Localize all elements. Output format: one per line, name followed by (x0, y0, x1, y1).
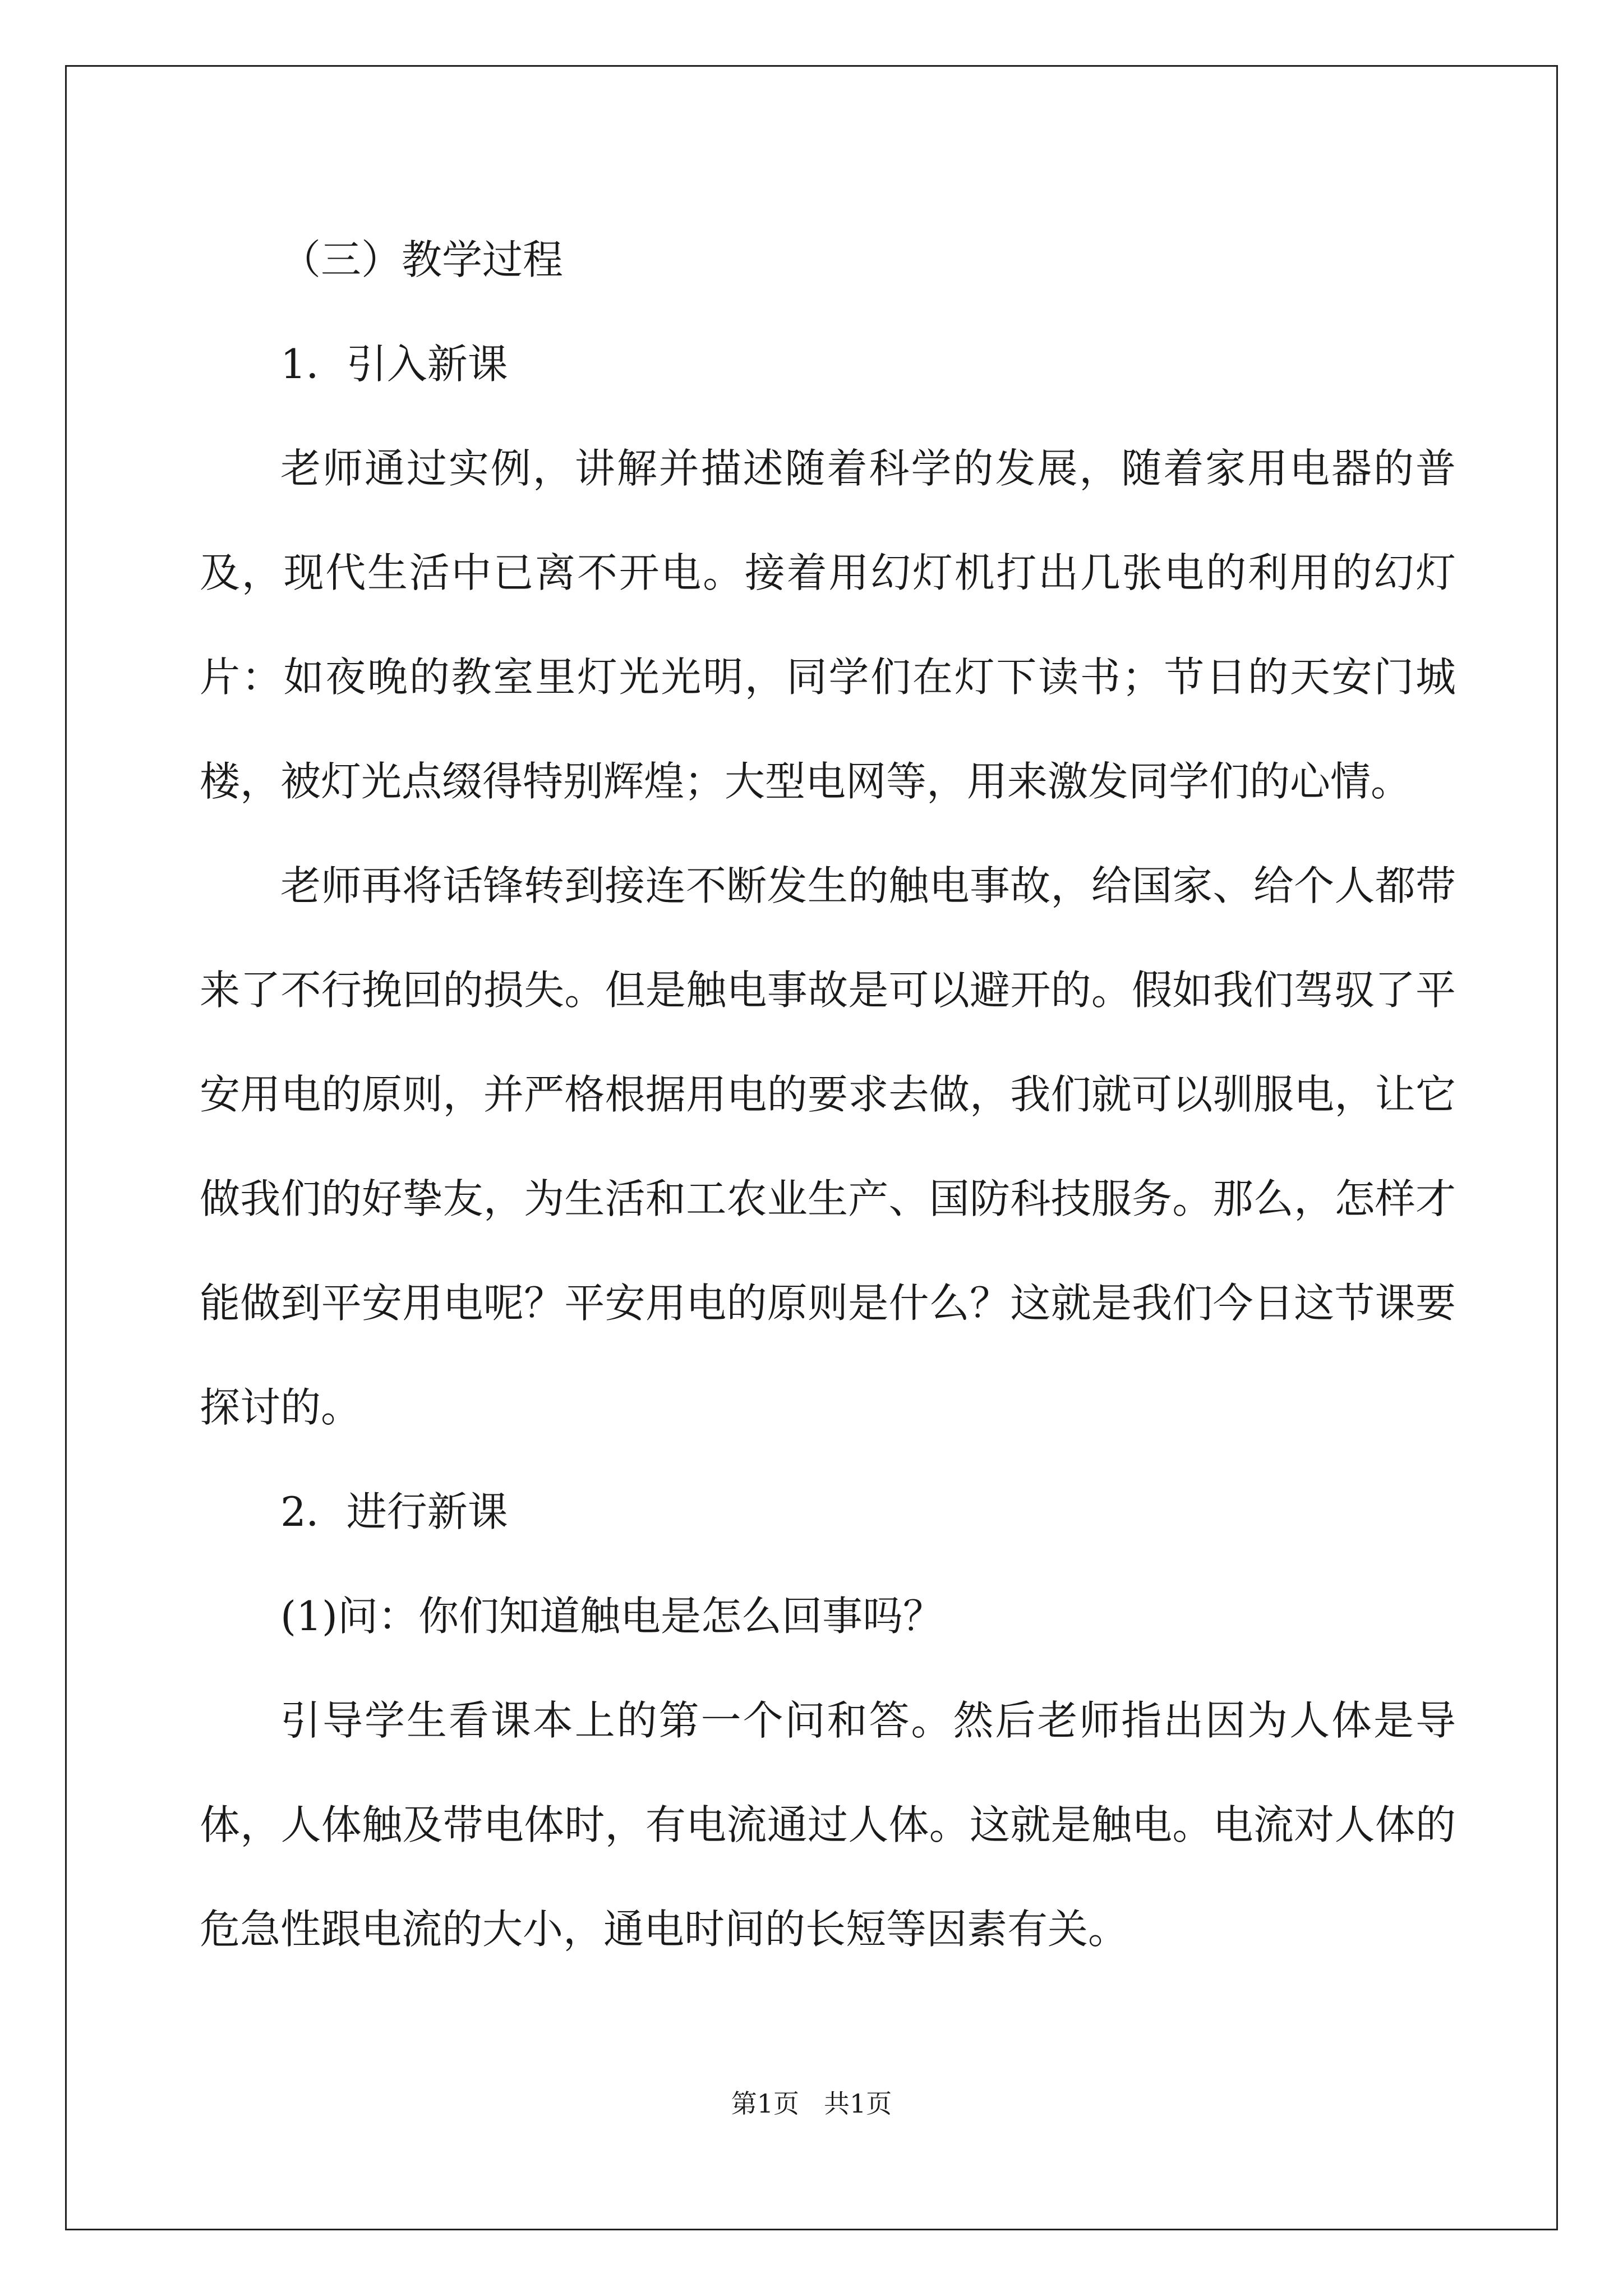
page-footer (0, 2087, 1623, 2120)
section-heading: （三）教学过程 (280, 236, 564, 283)
page-total: 共1页 (823, 2088, 892, 2119)
question-item: (1)问：你们知道触电是怎么回事吗？ (280, 1593, 943, 1640)
paragraph-explanation: 引导学生看课本上的第一个问和答。然后老师指出因为人体是导体，人体触及带电体时，有电流通过人体。这就是触电。电流对人体的危急性跟电流的大小，通电时间的长短等因素有关。 (200, 1697, 1456, 1953)
page-number: 第1页 (731, 2088, 800, 2119)
subsection-heading-new-lesson: 2．进行新课 (280, 1488, 508, 1535)
paragraph-intro-examples: 老师通过实例，讲解并描述随着科学的发展，随着家用电器的普及，现代生活中已离不开电。接着用幻灯机打出几张电的利用的幻灯片：如夜晚的教室里灯光光明，同学们在灯下读书；节日的天安门城楼，被灯光点缀得特别辉煌；大型电网等，用来激发同学们的心情。 (200, 445, 1456, 805)
paragraph-accidents: 老师再将话锋转到接连不断发生的触电事故，给国家、给个人都带来了不行挽回的损失。但是触电事故是可以避开的。假如我们驾驭了平安用电的原则，并严格根据用电的要求去做，我们就可以驯服电，让它做我们的好挚友，为生活和工农业生产、国防科技服务。那么，怎样才能做到平安用电呢？平安用电的原则是什么？这就是我们今日这节课要探讨的。 (200, 862, 1456, 1431)
subsection-heading-intro: 1．引入新课 (280, 341, 508, 388)
document-body (200, 208, 1456, 1981)
